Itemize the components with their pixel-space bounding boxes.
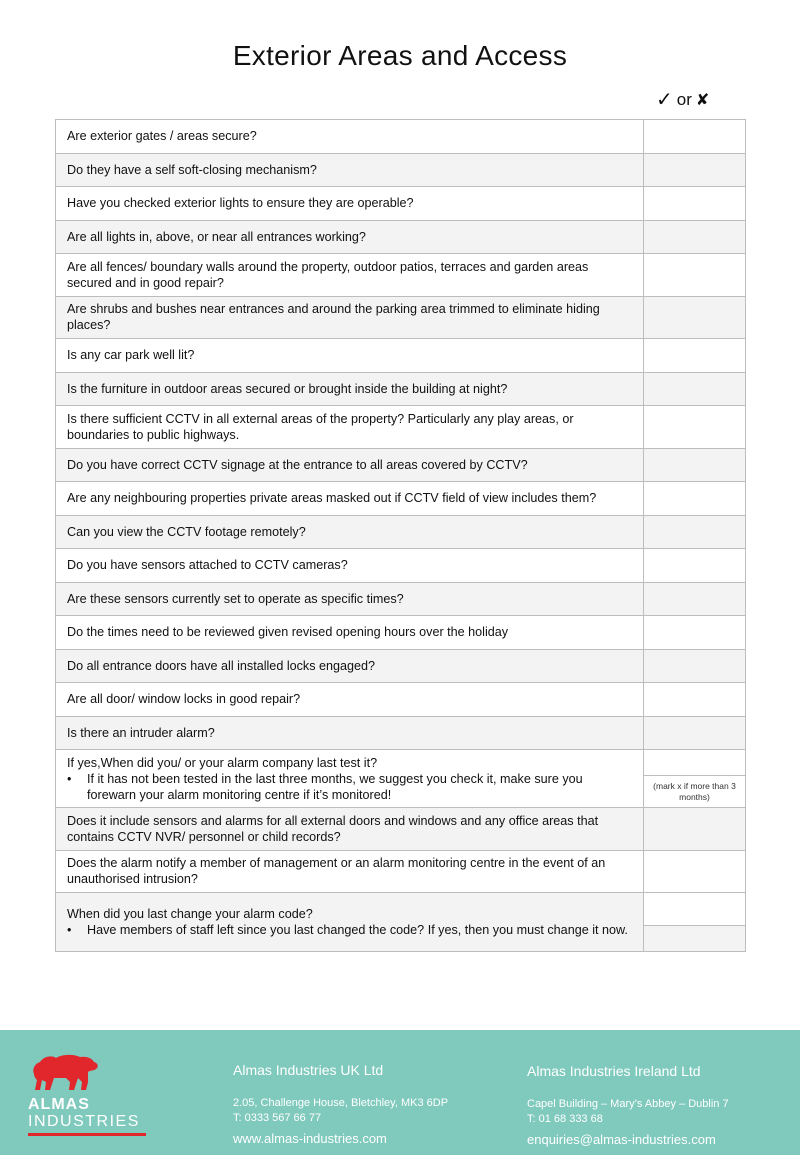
answer-cell[interactable]: [644, 549, 745, 582]
question-text: Do all entrance doors have all installed locks engaged?: [56, 650, 644, 683]
answer-cell[interactable]: [644, 221, 745, 254]
alarm-test-question: If yes,When did you/ or your alarm company last test it?: [67, 755, 378, 770]
alarm-test-bullet: [67, 771, 631, 803]
polar-bear-icon: [28, 1052, 100, 1092]
question-text: Are these sensors currently set to operate as specific times?: [56, 583, 644, 616]
table-row: [56, 851, 745, 894]
table-row: [56, 549, 745, 583]
bullet-marker: •: [67, 771, 72, 786]
table-row: [56, 717, 745, 751]
answer-cell[interactable]: [644, 482, 745, 515]
answer-cell[interactable]: [644, 616, 745, 649]
answer-cell[interactable]: [644, 650, 745, 683]
table-row: [56, 683, 745, 717]
answer-cell-split: [644, 750, 745, 807]
table-row: [56, 616, 745, 650]
question-text: Are any neighbouring properties private areas masked out if CCTV field of view includes them?: [56, 482, 644, 515]
table-row: [56, 406, 745, 449]
uk-phone: T: 0333 567 66 77: [233, 1112, 322, 1124]
uk-company-block: [233, 1062, 448, 1146]
ie-phone: T: 01 68 333 68: [527, 1113, 603, 1125]
question-text: Does the alarm notify a member of management or an alarm monitoring centre in the event of an unauthorised intrusion?: [56, 851, 644, 893]
answer-cell[interactable]: [644, 926, 745, 951]
question-text: Does it include sensors and alarms for all external doors and windows and any office areas that contains CCTV NVR/ personnel or child records?: [56, 808, 644, 850]
question-text: Is there sufficient CCTV in all external areas of the property? Particularly any play areas, or boundaries to public highways.: [56, 406, 644, 448]
table-row: [56, 254, 745, 297]
alarm-code-bullet: [67, 922, 631, 938]
ie-address: Capel Building – Mary’s Abbey – Dublin 7: [527, 1098, 729, 1110]
uk-website-link[interactable]: www.almas-industries.com: [233, 1131, 387, 1146]
answer-cell[interactable]: [644, 373, 745, 406]
table-row: [56, 221, 745, 255]
page-title: Exterior Areas and Access: [232, 40, 568, 71]
uk-company-name: Almas Industries UK Ltd: [233, 1062, 384, 1078]
bullet-marker: •: [67, 923, 72, 937]
table-row: [56, 583, 745, 617]
alarm-code-bullet-text: Have members of staff left since you last changed the code? If yes, then you must change it now.: [87, 923, 628, 937]
alarm-test-bullet-text: If it has not been tested in the last three months, we suggest you check it, make sure you forewarn your alarm monitoring centre if it’s monitored!: [87, 771, 583, 802]
uk-address: 2.05, Challenge House, Bletchley, MK3 6DP: [233, 1097, 449, 1109]
table-row-alarm-code: [56, 893, 745, 951]
question-text: Have you checked exterior lights to ensure they are operable?: [56, 187, 644, 220]
question-text: [56, 893, 644, 951]
table-row: [56, 339, 745, 373]
alarm-test-note[interactable]: (mark x if more than 3 months): [644, 776, 745, 807]
answer-cell[interactable]: [644, 717, 745, 750]
answer-cell[interactable]: [644, 808, 745, 850]
question-text: Can you view the CCTV footage remotely?: [56, 516, 644, 549]
ie-company-name: Almas Industries Ireland Ltd: [527, 1063, 701, 1079]
table-row: [56, 449, 745, 483]
table-row: [56, 373, 745, 407]
logo-underline: [28, 1133, 146, 1136]
answer-cell[interactable]: [644, 683, 745, 716]
checkmark-icon: ✓: [656, 89, 673, 111]
table-row: [56, 120, 745, 154]
question-text: Do you have correct CCTV signage at the entrance to all areas covered by CCTV?: [56, 449, 644, 482]
answer-cell[interactable]: [644, 297, 745, 339]
question-text: Do the times need to be reviewed given revised opening hours over the holiday: [56, 616, 644, 649]
answer-cell[interactable]: [644, 154, 745, 187]
question-text: Is the furniture in outdoor areas secured or brought inside the building at night?: [56, 373, 644, 406]
ie-email-link[interactable]: enquiries@almas-industries.com: [527, 1132, 716, 1147]
answer-cell[interactable]: [644, 120, 745, 153]
table-row: [56, 154, 745, 188]
question-text: Do they have a self soft-closing mechanism?: [56, 154, 644, 187]
question-text: Are all door/ window locks in good repair?: [56, 683, 644, 716]
answer-cell[interactable]: [644, 406, 745, 448]
question-text: [56, 750, 644, 807]
question-text: Are exterior gates / areas secure?: [56, 120, 644, 153]
cross-icon: ✘: [695, 92, 710, 109]
answer-cell[interactable]: [644, 449, 745, 482]
answer-cell[interactable]: [644, 583, 745, 616]
table-row: [56, 650, 745, 684]
mark-legend: [656, 90, 709, 110]
table-row-alarm-test: [56, 750, 745, 808]
question-text: Are all lights in, above, or near all entrances working?: [56, 221, 644, 254]
ie-company-block: [527, 1063, 729, 1147]
answer-cell[interactable]: [644, 516, 745, 549]
almas-logo: [28, 1052, 158, 1136]
answer-cell[interactable]: [644, 750, 745, 776]
table-row: [56, 516, 745, 550]
checklist-table: [55, 119, 746, 952]
table-row: [56, 297, 745, 340]
logo-text-line1: ALMAS: [28, 1096, 90, 1113]
answer-cell[interactable]: [644, 893, 745, 926]
table-row: [56, 187, 745, 221]
table-row: [56, 808, 745, 851]
footer: [0, 1030, 800, 1155]
answer-cell[interactable]: [644, 339, 745, 372]
question-text: Is there an intruder alarm?: [56, 717, 644, 750]
mark-legend-or: or: [676, 90, 692, 109]
answer-cell[interactable]: [644, 254, 745, 296]
question-text: Are all fences/ boundary walls around the property, outdoor patios, terraces and garden areas secured and in good repair?: [56, 254, 644, 296]
question-text: Do you have sensors attached to CCTV cameras?: [56, 549, 644, 582]
answer-cell[interactable]: [644, 851, 745, 893]
question-text: Is any car park well lit?: [56, 339, 644, 372]
question-text: Are shrubs and bushes near entrances and around the parking area trimmed to eliminate hiding places?: [56, 297, 644, 339]
table-row: [56, 482, 745, 516]
answer-cell-split: [644, 893, 745, 951]
answer-cell[interactable]: [644, 187, 745, 220]
alarm-code-question: When did you last change your alarm code?: [67, 907, 313, 921]
logo-text-line2: INDUSTRIES: [28, 1113, 140, 1130]
